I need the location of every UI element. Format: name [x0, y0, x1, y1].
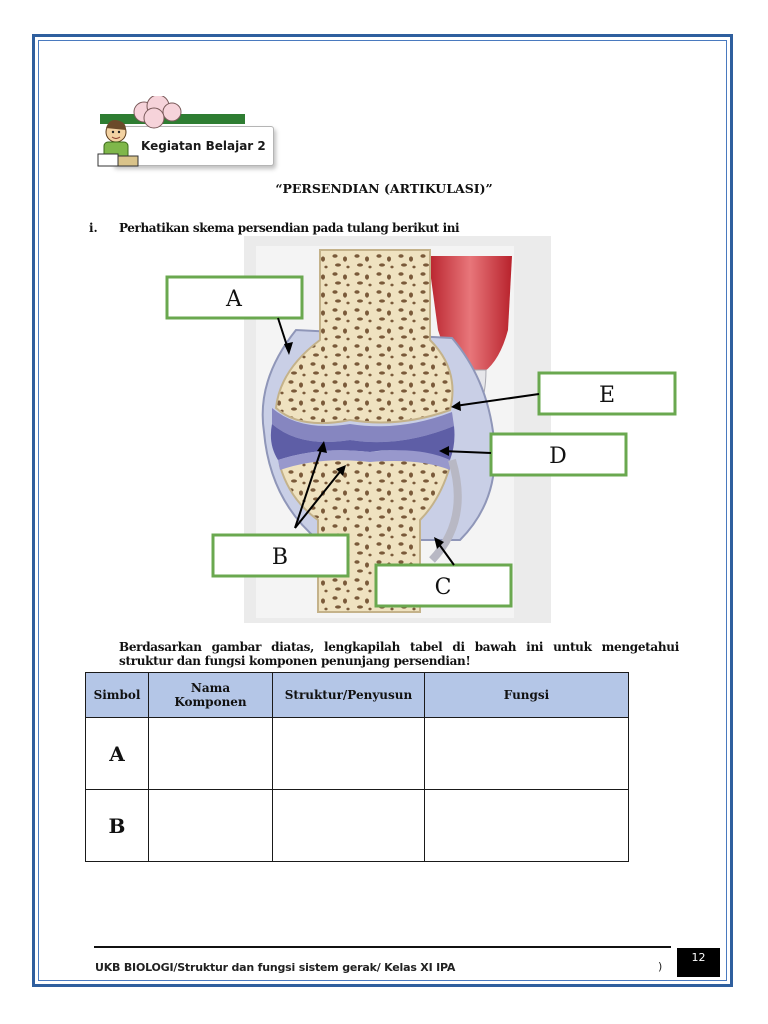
table-row	[86, 790, 629, 862]
structure-cell[interactable]	[273, 790, 425, 862]
header-component-name: Nama Komponen	[149, 673, 273, 718]
component-name-cell[interactable]	[149, 718, 273, 790]
component-name-cell[interactable]	[149, 790, 273, 862]
label-a: A	[226, 287, 242, 312]
function-cell[interactable]	[425, 790, 629, 862]
label-d: D	[549, 444, 567, 469]
header-symbol: Simbol	[86, 673, 149, 718]
page-title: “PERSENDIAN (ARTIKULASI)”	[275, 181, 493, 196]
component-table	[85, 672, 629, 862]
badge-label: Kegiatan Belajar 2	[141, 139, 266, 153]
question-text: Perhatikan skema persendian pada tulang berikut ini	[119, 221, 460, 235]
header-function: Fungsi	[425, 673, 629, 718]
label-b: B	[271, 545, 289, 570]
label-e: E	[598, 383, 616, 408]
symbol-cell: A	[86, 718, 149, 790]
page-number: 12	[677, 948, 720, 977]
function-cell[interactable]	[425, 718, 629, 790]
question-number: i.	[89, 221, 98, 235]
footer-text: UKB BIOLOGI/Struktur dan fungsi sistem gerak/ Kelas XI IPA	[95, 961, 456, 974]
footer-divider	[94, 946, 671, 948]
symbol-cell: B	[86, 790, 149, 862]
footer-mark: )	[658, 960, 663, 973]
table-row	[86, 718, 629, 790]
instruction-text: Berdasarkan gambar diatas, lengkapilah tabel di bawah ini untuk mengetahui struktur dan fungsi komponen penunjang persendian!	[119, 640, 679, 668]
header-structure: Struktur/Penyusun	[273, 673, 425, 718]
table-header-row	[86, 673, 629, 718]
structure-cell[interactable]	[273, 718, 425, 790]
label-c: C	[434, 575, 452, 600]
